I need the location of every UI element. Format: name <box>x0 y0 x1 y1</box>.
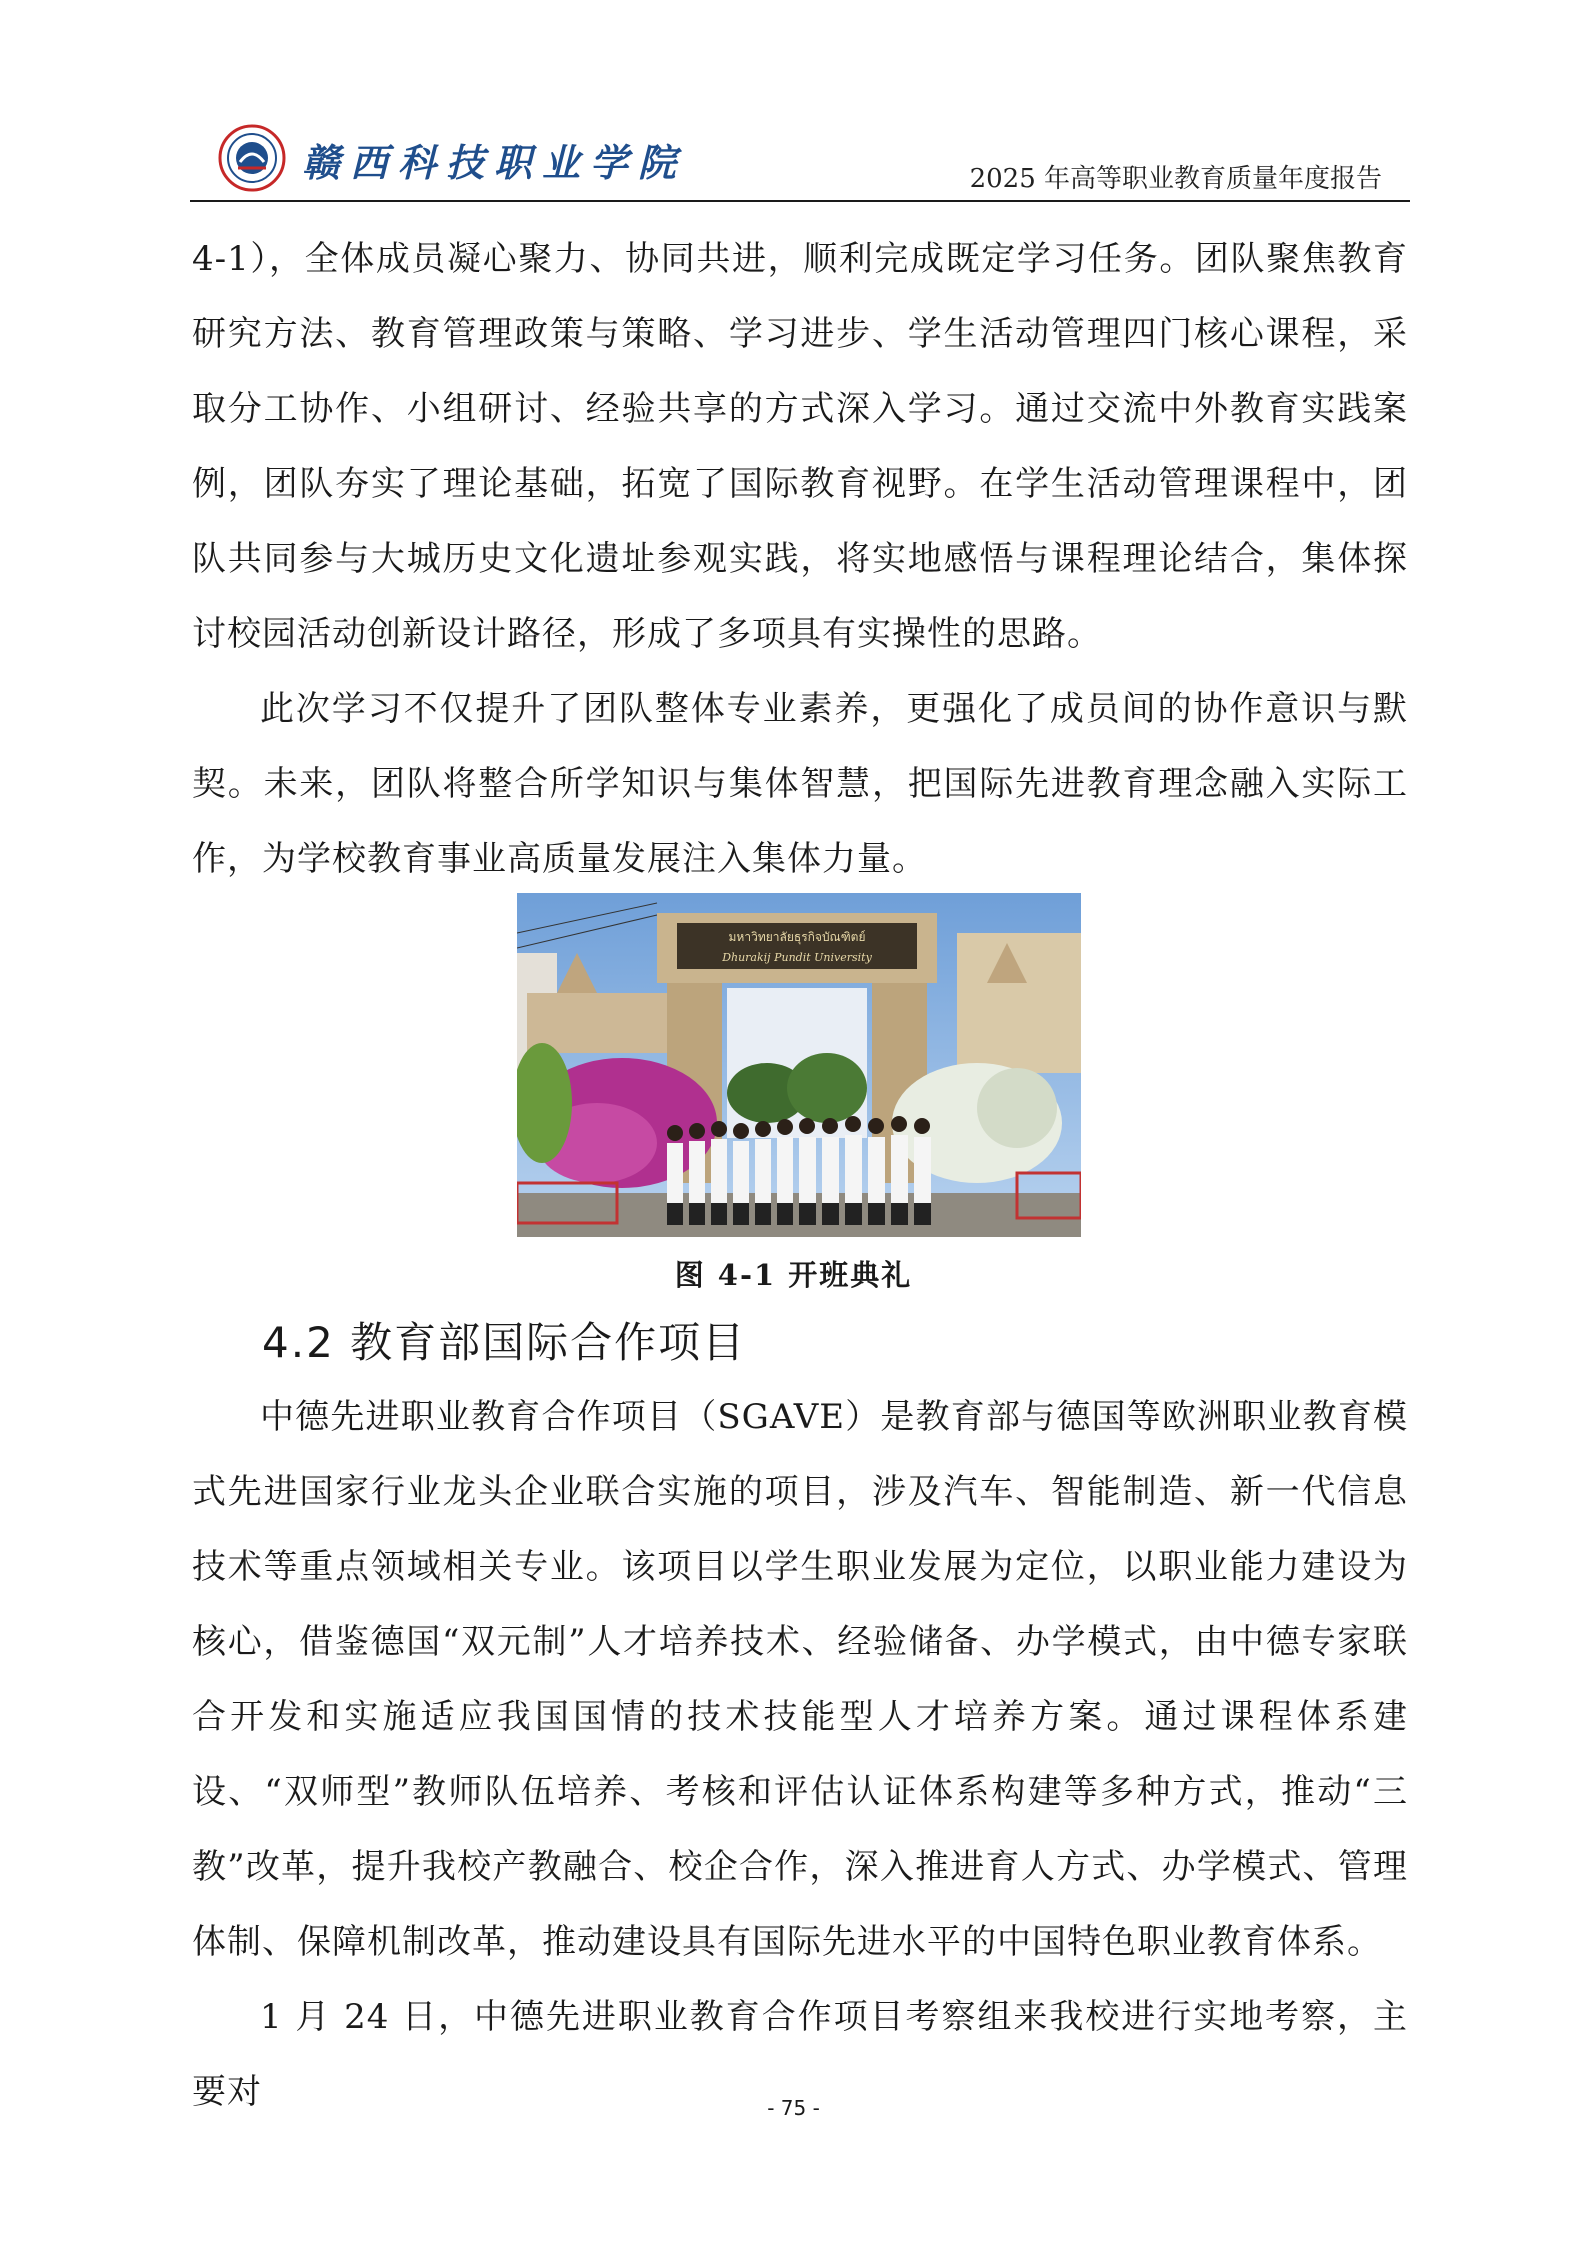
body-text-top <box>192 222 1408 897</box>
gate-sign-english: Dhurakij Pundit University <box>722 951 872 964</box>
figure-caption: 图 4-1 开班典礼 <box>674 1258 913 1292</box>
paragraph: 4-1），全体成员凝心聚力、协同共进，顺利完成既定学习任务。团队聚焦教育研究方法、教育管理政策与策略、学习进步、学生活动管理四门核心课程，采取分工协作、小组研讨、经验共享的方式深入学习。通过交流中外教育实践案例，团队夯实了理论基础，拓宽了国际教育视野。在学生活动管理课程中，团队共同参与大城历史文化遗址参观实践，将实地感悟与课程理论结合，集体探讨校园活动创新设计路径，形成了多项具有实操性的思路。 <box>192 239 1408 654</box>
paragraph: 中德先进职业教育合作项目（SGAVE）是教育部与德国等欧洲职业教育模式先进国家行业龙头企业联合实施的项目，涉及汽车、智能制造、新一代信息技术等重点领域相关专业。该项目以学生职业发展为定位，以职业能力建设为核心，借鉴德国“双元制”人才培养技术、经验储备、办学模式，由中德专家联合开发和实施适应我国国情的技术技能型人才培养方案。通过课程体系建设、“双师型”教师队伍培养、考核和评估认证体系构建等多种方式，推动“三教”改革，提升我校产教融合、校企合作，深入推进育人方式、办学模式、管理体制、保障机制改革，推动建设具有国际先进水平的中国特色职业教育体系。 <box>192 1397 1408 1962</box>
page-number: - 75 - <box>767 2096 820 2120</box>
body-text-bottom <box>192 1380 1408 2130</box>
gate-sign-thai: มหาวิทยาลัยธุรกิจบัณฑิตย์ <box>728 930 866 944</box>
school-name: 赣西科技职业学院 <box>302 140 687 185</box>
school-logo-icon <box>218 124 286 192</box>
opening-ceremony-photo <box>517 893 1081 1237</box>
paragraph: 此次学习不仅提升了团队整体专业素养，更强化了成员间的协作意识与默契。未来，团队将整合所学知识与集体智慧，把国际先进教育理念融入实际工作，为学校教育事业高质量发展注入集体力量。 <box>192 689 1408 879</box>
paragraph: 1 月 24 日，中德先进职业教育合作项目考察组来我校进行实地考察，主要对 <box>192 1997 1408 2112</box>
report-title: 2025 年高等职业教育质量年度报告 <box>969 164 1382 194</box>
page-header <box>190 118 1410 204</box>
section-title: 4.2 教育部国际合作项目 <box>262 1318 747 1367</box>
header-divider <box>190 200 1410 202</box>
figure-photo <box>517 893 1081 1237</box>
